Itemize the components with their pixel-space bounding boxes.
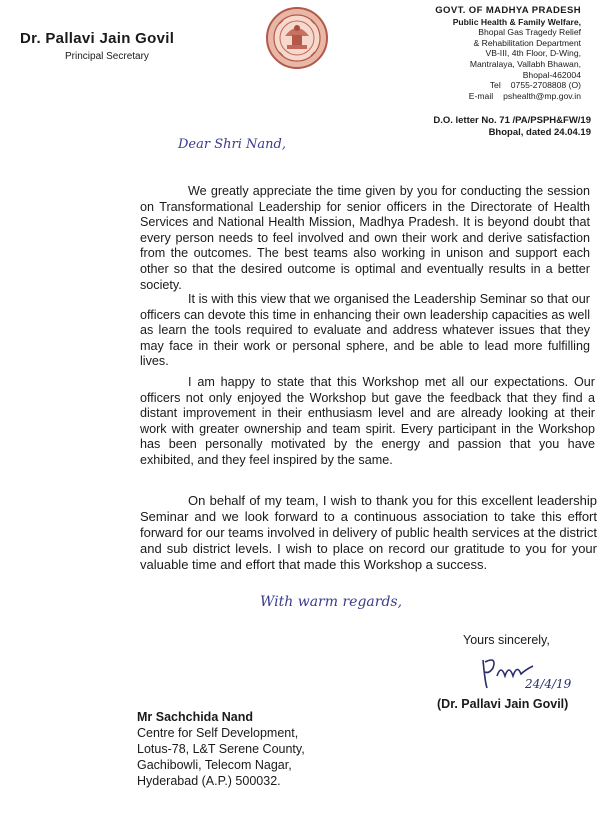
telephone-row xyxy=(435,80,581,91)
addressee-name: Mr Sachchida Nand xyxy=(137,710,253,724)
body-paragraph: On behalf of my team, I wish to thank you for this excellent leadership Seminar and we look forward to a continuous association to take this effort forward for our teams involved in delivery of public health services at the district and sub district levels. I wish to place on record our gratitude to you for your valuable time and effort that made this Workshop a success. xyxy=(140,493,597,572)
address-line: Bhopal-462004 xyxy=(522,69,581,80)
sender-name: Dr. Pallavi Jain Govil xyxy=(20,30,175,47)
addressee-block xyxy=(137,709,305,789)
addressee-line: Gachibowli, Telecom Nagar, xyxy=(137,758,292,772)
email-label: E-mail xyxy=(468,90,494,101)
signature-date: 24/4/19 xyxy=(525,677,572,691)
body-paragraph: We greatly appreciate the time given by you for conducting the session on Transformational Leadership for senior officers in the Directorate of Health Services and National Health Mission, Madhya Pradesh. It is beyond doubt that every person needs to feel involved and own their work and derive satisfaction from the outcomes. The best teams also working in unison and support each other so that the desired outcome is optimal and eventually results in a better society. xyxy=(140,184,590,292)
letter-date: Bhopal, dated 24.04.19 xyxy=(488,127,591,138)
closing-text: Yours sincerely, xyxy=(463,633,550,647)
addressee-line: Lotus-78, L&T Serene County, xyxy=(137,742,305,756)
dept-line: & Rehabilitation Department xyxy=(473,37,581,48)
tel-value: 0755-2708808 (O) xyxy=(510,80,581,91)
tel-label: Tel xyxy=(489,80,501,91)
letter-number: D.O. letter No. 71 /PA/PSPH&FW/19 xyxy=(433,115,591,126)
addressee-line: Centre for Self Development, xyxy=(137,726,299,740)
salutation: Dear Shri Nand, xyxy=(178,137,286,152)
signatory-name: (Dr. Pallavi Jain Govil) xyxy=(437,697,569,711)
address-line: Mantralaya, Vallabh Bhawan, xyxy=(469,58,581,69)
sender-block xyxy=(20,30,174,62)
dept-line: Public Health & Family Welfare, xyxy=(452,16,581,27)
handwritten-closing: With warm regards, xyxy=(260,594,403,610)
state-emblem-icon xyxy=(265,6,329,70)
body-paragraph: It is with this view that we organised the Leadership Seminar so that our officers can devote this time in enhancing their own leadership capacities as well as learn the tools required to evaluate and address whatever issues that they may face in their work or personal sphere, and be able to lead more fulfilling lives. xyxy=(140,292,590,369)
email-value: pshealth@mp.gov.in xyxy=(503,90,581,101)
address-line: VB-III, 4th Floor, D-Wing, xyxy=(485,48,581,59)
email-row xyxy=(435,91,581,102)
body-paragraph: I am happy to state that this Workshop met all our expectations. Our officers not only enjoyed the Workshop but gave the feedback that they find a distant improvement in their enthusiasm level and are already looking at their work with greater ownership and team spirit. Every participant in the Workshop has been personally motivated by the energy and passion that you have exhibited, and they feel inspired by the same. xyxy=(140,375,595,467)
govt-name: GOVT. OF MADHYA PRADESH xyxy=(435,5,581,16)
reference-block xyxy=(433,115,591,139)
signature-icon xyxy=(475,652,585,694)
sender-title: Principal Secretary xyxy=(65,51,149,62)
addressee-line: Hyderabad (A.P.) 500032. xyxy=(137,774,281,788)
dept-line: Bhopal Gas Tragedy Relief xyxy=(478,27,581,38)
department-letterhead xyxy=(435,6,581,101)
